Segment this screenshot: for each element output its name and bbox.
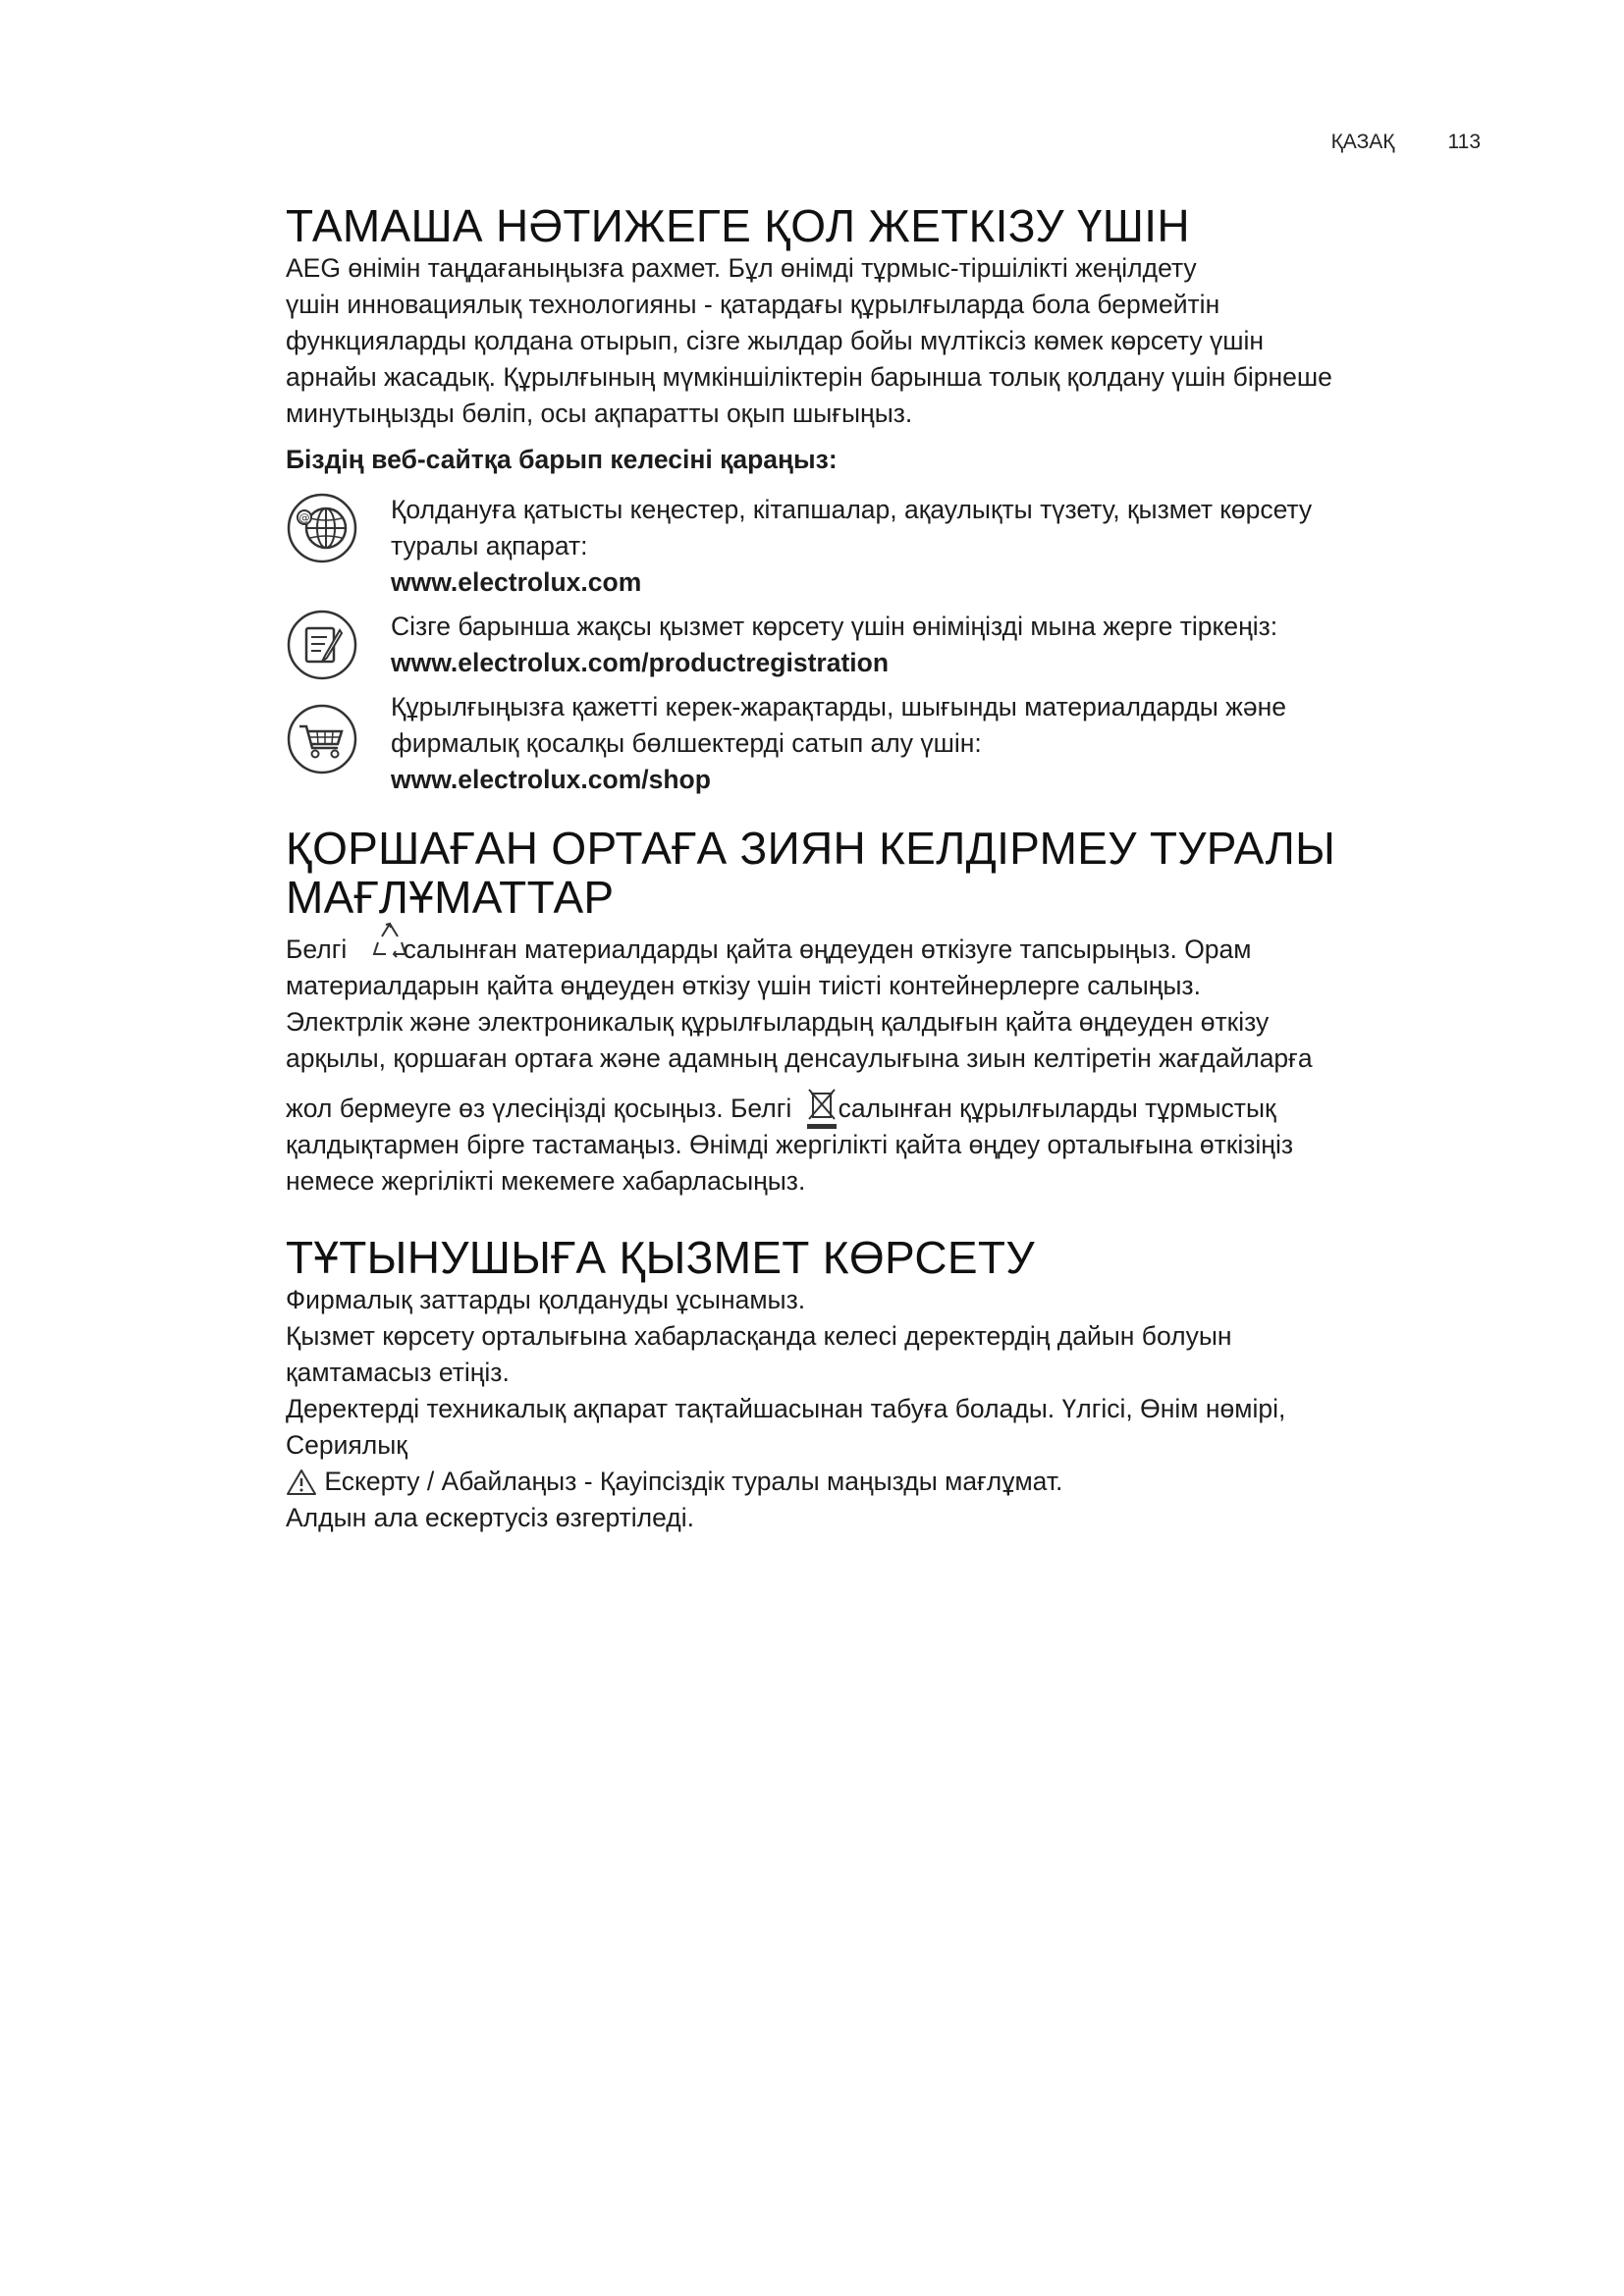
web-item-support [286,492,1493,601]
environment-line-7: немесе жергілікті мекемеге хабарласыңыз. [286,1166,806,1196]
section2-title-line-2: МАҒЛҰМАТТАР [286,872,615,923]
registration-text: Сізге барынша жақсы қызмет көрсету үшін өніміңізді мына жерге тіркеңіз: [391,612,1278,641]
shop-url-link[interactable]: www.electrolux.com/shop [391,765,711,794]
globe-icon [286,492,358,564]
web-item-registration [286,609,1493,681]
intro-line-4: арнайы жасадық. Құрылғының мүмкіншіліктерін барынша толық қолдану үшін бірнеше [286,362,1332,392]
environment-line-5: жол бермеуге өз үлесіңізді қосыңыз. Белгі салынған құрылғыларды тұрмыстық [286,1091,1493,1127]
intro-line-1: AEG өнімін таңдағаныңызға рахмет. Бұл өнімді тұрмыс-тіршілікті жеңілдету [286,253,1197,283]
shop-text-line-2: фирмалық қосалқы бөлшектерді сатып алу үшін: [391,728,982,758]
warning-line [286,1464,1493,1500]
page-number: 113 [1447,131,1481,153]
recycle-icon [368,919,411,962]
warning-icon [286,1468,317,1496]
intro-line-2: үшін инновациялық технологияны - қатардағы құрылғыларда бола бермейтін [286,290,1220,319]
support-url-link[interactable]: www.electrolux.com [391,567,642,597]
intro-line-3: функцияларды қолдана отырып, сізге жылдар бойы мүлтіксіз көмек көрсету үшін [286,326,1265,355]
environment-line-1: Белгі салынған материалдарды қайта өңдеуден өткізуге тапсырыңыз. Орам [286,932,1493,968]
environment-section [286,824,1493,1200]
website-subheading: Біздің веб-сайтқа барып келесіні қараңыз: [286,445,838,474]
web-item-shop [286,689,1493,798]
service-line-2: Қызмет көрсету орталығына хабарласқанда келесі деректердің дайын болуын [286,1321,1232,1351]
header-language: ҚАЗАҚ [1330,131,1395,153]
service-line-4: Деректерді техникалық ақпарат тақтайшасынан табуға болады. Үлгісі, Өнім нөмірі, [286,1394,1286,1423]
document-body [286,201,1493,1536]
final-note: Алдын ала ескертусіз өзгертіледі. [286,1503,694,1532]
section3-title: ТҰТЫНУШЫҒА ҚЫЗМЕТ КӨРСЕТУ [286,1232,1035,1283]
environment-line-4: арқылы, қоршаған ортаға және адамның денсаулығына зиын келтіретін жағдайларға [286,1043,1313,1073]
register-icon [286,609,358,681]
service-line-1: Фирмалық заттарды қолдануды ұсынамыз. [286,1285,806,1314]
section1-title: ТАМАША НӘТИЖЕГЕ ҚОЛ ЖЕТКІЗУ ҮШІН [286,200,1190,251]
environment-line-2: материалдарын қайта өңдеуден өткізу үшін тиісті контейнерлерге салыңыз. [286,971,1201,1000]
shop-text-line-1: Құрылғыңызға қажетті керек-жарақтарды, шығынды материалдарды және [391,692,1286,721]
service-line-3: қамтамасыз етіңіз. [286,1358,510,1387]
customer-service-section [286,1233,1493,1536]
registration-url-link[interactable]: www.electrolux.com/productregistration [391,648,890,677]
warning-text: Ескерту / Абайлаңыз - Қауіпсіздік туралы маңызды мағлұмат. [324,1467,1063,1496]
svg-text:@: @ [298,511,310,524]
environment-line-6: қалдықтармен бірге тастамаңыз. Өнімді жергілікті қайта өңдеу орталығына өткізіңіз [286,1130,1293,1159]
section2-title-line-1: ҚОРШАҒАН ОРТАҒА ЗИЯН КЕЛДІРМЕУ ТУРАЛЫ [286,823,1336,874]
environment-line-3: Электрлік және электроникалық құрылғылардың қалдығын қайта өңдеуден өткізу [286,1007,1270,1037]
page-header [1331,131,1481,154]
cart-icon [286,703,358,775]
crossed-bin-icon [805,1088,839,1131]
intro-line-5: минутыңызды бөліп, осы ақпаратты оқып шығыңыз. [286,399,913,428]
service-line-5: Сериялық [286,1430,407,1460]
support-text-line-1: Қолдануға қатысты кеңестер, кітапшалар, ақаулықты түзету, қызмет көрсету [391,495,1313,524]
support-text-line-2: туралы ақпарат: [391,531,588,561]
